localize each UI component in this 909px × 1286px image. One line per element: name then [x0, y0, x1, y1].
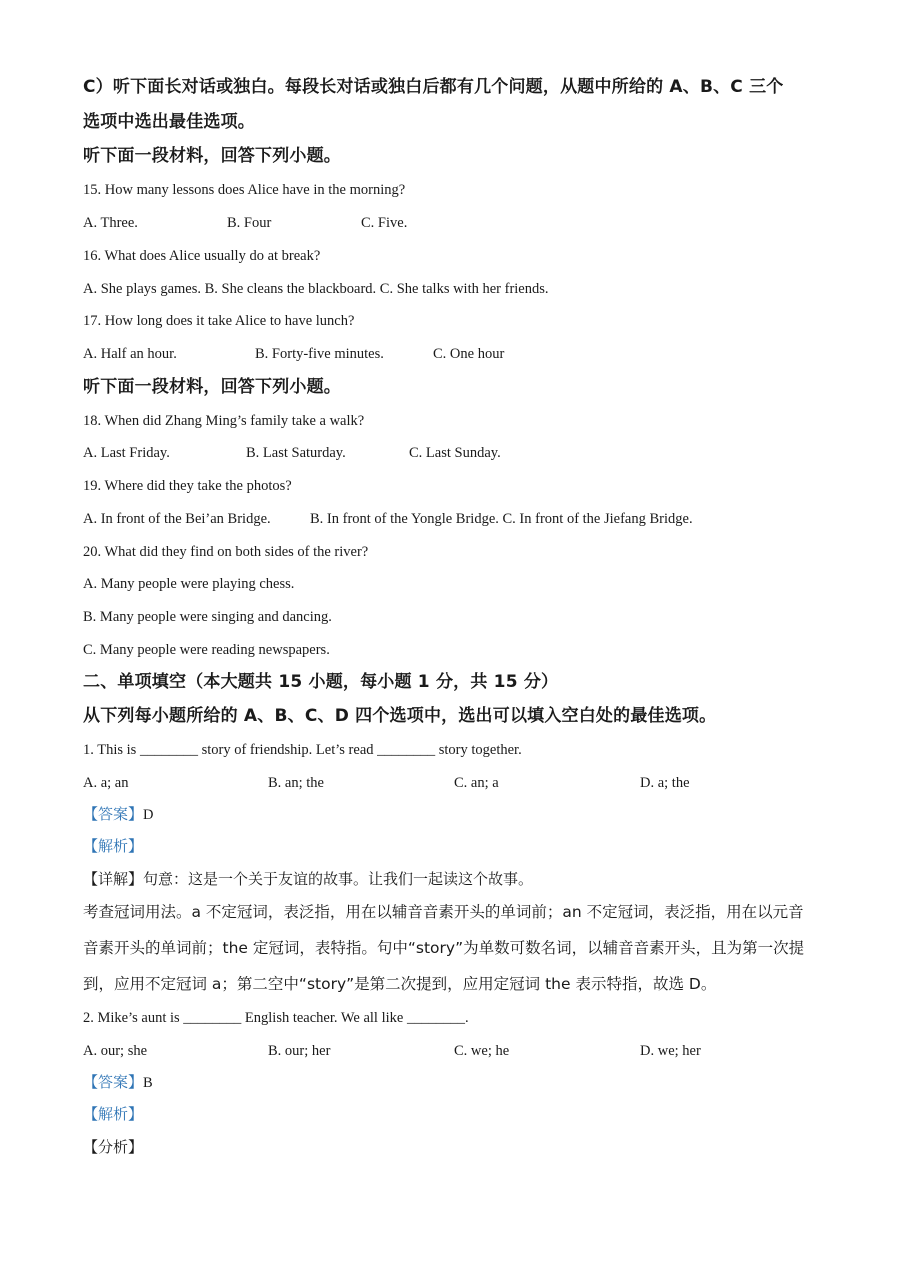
- q17-option-b: B. Forty-five minutes.: [255, 346, 384, 362]
- q1-explanation-line2: 音素开头的单词前；the 定冠词，表特指。句中“story”为单数可数名词，以辅音音素开头，且为第一次提: [83, 939, 805, 957]
- q17-option-a: A. Half an hour.: [83, 346, 177, 362]
- q1-option-a: A. a; an: [83, 775, 129, 791]
- section-c-heading-line1: C）听下面长对话或独白。每段长对话或独白后都有几个问题，从题中所给的 A、B、C 三个: [83, 77, 784, 97]
- q18-option-c: C. Last Sunday.: [409, 445, 501, 461]
- material2-heading: 听下面一段材料，回答下列小题。: [83, 377, 341, 397]
- q1-stem: 1. This is ________ story of friendship. Let’s read ________ story together.: [83, 742, 522, 758]
- q1-answer: [83, 807, 154, 823]
- q20-option-c: C. Many people were reading newspapers.: [83, 642, 330, 658]
- q2-option-a: A. our; she: [83, 1043, 148, 1059]
- q2-fenxi-tag: 【分析】: [83, 1138, 144, 1156]
- q17-stem: 17. How long does it take Alice to have lunch?: [83, 313, 355, 329]
- q1-explanation-line3: 到，应用不定冠词 a；第二空中“story”是第二次提到，应用定冠词 the 表示特指，故选 D。: [83, 975, 717, 993]
- q18-option-b: B. Last Saturday.: [246, 445, 346, 461]
- q16-stem: 16. What does Alice usually do at break?: [83, 248, 321, 264]
- detail-tag: 【详解】: [83, 870, 144, 888]
- q20-option-a: A. Many people were playing chess.: [83, 576, 295, 592]
- q19-option-a: A. In front of the Bei’an Bridge.: [83, 511, 271, 527]
- q16-options: A. She plays games. B. She cleans the blackboard. C. She talks with her friends.: [83, 281, 549, 297]
- answer-value: B: [143, 1075, 153, 1091]
- answer-tag: 【答案】: [83, 805, 144, 823]
- q1-detail: [83, 872, 533, 887]
- q18-stem: 18. When did Zhang Ming’s family take a walk?: [83, 413, 365, 429]
- q15-option-a: A. Three.: [83, 215, 138, 231]
- q17-option-c: C. One hour: [433, 346, 505, 362]
- q19-stem: 19. Where did they take the photos?: [83, 478, 292, 494]
- detail-text: 句意：这是一个关于友谊的故事。让我们一起读这个故事。: [143, 870, 534, 888]
- q20-stem: 20. What did they find on both sides of the river?: [83, 544, 369, 560]
- q2-stem: 2. Mike’s aunt is ________ English teacher. We all like ________.: [83, 1010, 469, 1026]
- q15-option-b: B. Four: [227, 215, 272, 231]
- q2-answer: [83, 1075, 153, 1091]
- q20-option-b: B. Many people were singing and dancing.: [83, 609, 332, 625]
- q2-option-b: B. our; her: [268, 1043, 331, 1059]
- q1-option-c: C. an; a: [454, 775, 499, 791]
- q15-option-c: C. Five.: [361, 215, 408, 231]
- material1-heading: 听下面一段材料，回答下列小题。: [83, 146, 341, 166]
- answer-value: D: [143, 807, 154, 823]
- q2-option-c: C. we; he: [454, 1043, 510, 1059]
- section2-instruction: 从下列每小题所给的 A、B、C、D 四个选项中，选出可以填入空白处的最佳选项。: [83, 706, 717, 726]
- q2-option-d: D. we; her: [640, 1043, 701, 1059]
- q1-analysis-tag: 【解析】: [83, 837, 144, 855]
- section-c-heading-line2: 选项中选出最佳选项。: [83, 112, 255, 132]
- q2-analysis-tag: 【解析】: [83, 1105, 144, 1123]
- q1-explanation-line1: 考查冠词用法。a 不定冠词，表泛指，用在以辅音音素开头的单词前；an 不定冠词，表泛指，用在以元音: [83, 903, 804, 921]
- answer-tag: 【答案】: [83, 1073, 144, 1091]
- q15-stem: 15. How many lessons does Alice have in the morning?: [83, 182, 406, 198]
- section2-heading: 二、单项填空（本大题共 15 小题，每小题 1 分，共 15 分）: [83, 672, 559, 692]
- q19-option-bc: B. In front of the Yongle Bridge. C. In front of the Jiefang Bridge.: [310, 511, 693, 527]
- q1-option-d: D. a; the: [640, 775, 690, 791]
- q1-option-b: B. an; the: [268, 775, 324, 791]
- q18-option-a: A. Last Friday.: [83, 445, 170, 461]
